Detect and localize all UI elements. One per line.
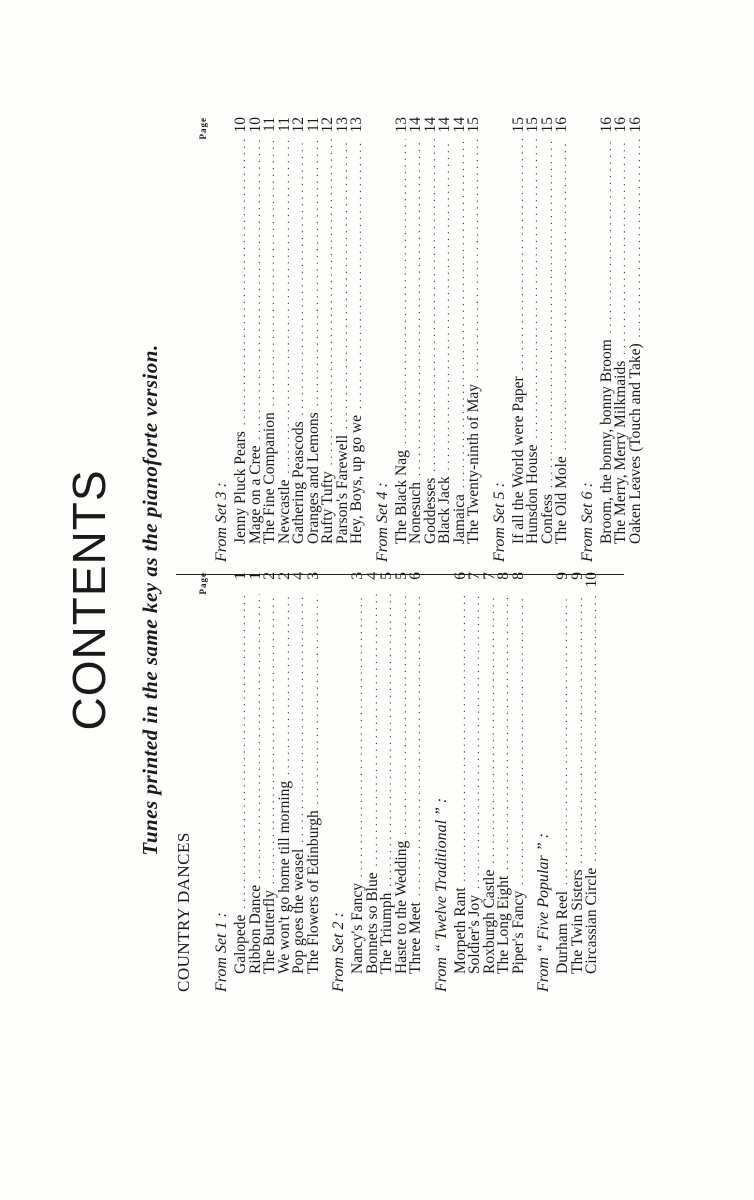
page-column-header: Page <box>198 117 208 140</box>
toc-entry-title: If all the World were Paper <box>509 376 527 544</box>
toc-entry-title: Circassian Circle <box>583 867 600 974</box>
dot-leader <box>396 139 411 444</box>
toc-entry-page: 13 <box>348 117 365 133</box>
dot-leader <box>410 594 425 896</box>
dot-leader <box>396 594 411 835</box>
page-column-header: Page <box>198 572 208 595</box>
toc-entry-title: Durham Reel <box>554 890 571 974</box>
toc-entry-page: 5 <box>392 572 410 580</box>
toc-entry-title: Broom, the bonny, bonny Broom <box>597 339 615 544</box>
toc-entry-page: 4 <box>290 572 307 580</box>
toc-entry-page: 15 <box>524 117 541 133</box>
dot-leader <box>557 594 572 885</box>
toc-entry-title: The Twin Sisters <box>568 869 586 974</box>
toc-entry-page: 2 <box>275 572 293 580</box>
toc-entry-page: 11 <box>304 117 322 132</box>
toc-entry-title: Oaken Leaves (Touch and Take) <box>626 343 644 544</box>
dot-leader <box>235 139 250 425</box>
dot-leader <box>484 594 499 864</box>
toc-entry-title: Bonnets so Blue <box>363 872 381 974</box>
dot-leader <box>322 139 337 465</box>
toc-entry-title: Nonesuch <box>407 482 424 544</box>
left-column <box>172 572 600 992</box>
toc-entry[interactable] <box>509 572 527 992</box>
toc-entry[interactable] <box>555 117 570 562</box>
toc-entry-title: The Old Mole <box>553 456 570 544</box>
dot-leader <box>527 139 542 439</box>
toc-entry-page: 2 <box>261 572 278 580</box>
toc-entry-title: Nancy's Fancy <box>349 882 366 974</box>
dot-leader <box>630 139 645 337</box>
dot-leader <box>235 594 250 909</box>
toc-entry-page: 9 <box>554 572 571 580</box>
toc-entry-page: 15 <box>509 117 527 133</box>
toc-entry-page: 16 <box>553 117 570 133</box>
set-label: From Set 6 : <box>578 482 596 562</box>
set-label: From Set 1 : <box>213 912 230 992</box>
dot-leader <box>513 594 528 885</box>
toc-entry-page: 8 <box>509 572 527 580</box>
toc-entry-title: The Long Eight <box>495 875 512 974</box>
dot-leader <box>279 594 294 775</box>
toc-entry-page: 5 <box>378 572 395 580</box>
left-groups <box>210 572 600 992</box>
toc-entry-title: Morpeth Rant <box>451 887 469 974</box>
toc-entry-title: Rufty Tufty <box>319 471 336 544</box>
dot-leader <box>293 139 308 415</box>
dot-leader <box>586 594 601 862</box>
dot-leader <box>293 594 308 843</box>
dot-leader <box>264 139 279 406</box>
toc-entry-page: 1 <box>246 572 264 580</box>
toc-entry-title: Confess <box>538 494 556 544</box>
toc-entry-page: 7 <box>466 572 483 580</box>
dot-leader <box>410 139 425 476</box>
toc-entry-title: Haste to the Wedding <box>392 840 410 974</box>
toc-entry[interactable] <box>585 572 600 992</box>
toc-entry-title: Newcastle <box>275 479 293 544</box>
page-title: CONTENTS <box>63 469 115 731</box>
toc-entry-page: 8 <box>495 572 512 580</box>
section-heading-spacer <box>172 117 196 562</box>
set-label: From “ Twelve Traditional ” : <box>432 797 450 992</box>
toc-entry-title: The Triumph <box>378 892 395 974</box>
toc-entry-page: 14 <box>436 117 453 133</box>
dot-leader <box>351 139 366 409</box>
right-column <box>172 117 643 562</box>
dot-leader <box>455 594 470 881</box>
toc-entry-title: The Butterfly <box>261 890 278 974</box>
toc-entry-title: Roxburgh Castle <box>480 869 498 974</box>
dot-leader <box>439 139 454 470</box>
toc-entry-page: 14 <box>421 117 439 133</box>
toc-entry-page: 10 <box>583 572 600 588</box>
toc-entry-page: 7 <box>480 572 498 580</box>
toc-entry-title: Jamaica <box>450 494 468 544</box>
toc-entry-title: Pop goes the weasel <box>290 848 307 974</box>
dot-leader <box>250 594 265 879</box>
toc-entry-title: Black Jack <box>436 476 453 544</box>
toc-entry-title: Parson's Farewell <box>333 434 351 544</box>
toc-entry-page: 16 <box>597 117 615 133</box>
toc-entry[interactable] <box>626 117 644 562</box>
toc-entry-page: 16 <box>626 117 644 133</box>
toc-entry-page: 14 <box>450 117 468 133</box>
set-label: From Set 4 : <box>373 482 391 562</box>
toc-entry-page: 14 <box>407 117 424 133</box>
dot-leader <box>425 139 440 472</box>
set-label: From Set 2 : <box>330 912 347 992</box>
toc-entry-page: 4 <box>363 572 381 580</box>
column-divider <box>176 574 624 575</box>
toc-entry-page: 16 <box>612 117 629 133</box>
toc-entry-title: Hey, Boys, up go we <box>348 414 365 544</box>
toc-entry-title: Hunsdon House <box>524 444 541 544</box>
dot-leader <box>352 594 367 877</box>
toc-entry-title: Gathering Peascods <box>290 421 307 544</box>
dot-leader <box>615 139 630 355</box>
toc-entry-title: Galopede <box>232 914 249 974</box>
toc-entry-page: 12 <box>319 117 336 133</box>
set-label: From Set 3 : <box>213 482 230 562</box>
toc-entry-title: Three Meet <box>407 902 424 974</box>
toc-entry-title: Soldier's Joy <box>466 894 483 974</box>
dot-leader <box>513 139 528 370</box>
toc-entry-title: Piper's Fancy <box>509 890 527 974</box>
page-subtitle: Tunes printed in the same key as the pianoforte version. <box>138 344 162 856</box>
toc-entry-title: Ribbon Dance <box>246 884 264 974</box>
toc-entry-title: The Twenty-ninth of May <box>465 383 482 544</box>
toc-entry[interactable] <box>467 117 482 562</box>
dot-leader <box>367 594 382 866</box>
toc-entry[interactable] <box>304 572 322 992</box>
toc-entry-title: The Black Nag <box>392 450 410 544</box>
toc-entry-page: 10 <box>232 117 249 133</box>
toc-entry-page: 13 <box>392 117 410 133</box>
toc-entry-title: The Flowers of Edinburgh <box>304 810 322 974</box>
toc-entry-page: 3 <box>304 572 322 580</box>
dot-leader <box>468 139 483 378</box>
toc-entry-title: Mage on a Cree <box>246 445 264 544</box>
toc-entry-title: We won't go home till morning <box>275 780 293 974</box>
toc-entry-title: Goddesses <box>421 477 439 544</box>
toc-entry-page: 15 <box>538 117 556 133</box>
toc-entry-title: The Merry, Merry Milkmaids <box>612 360 629 544</box>
right-groups <box>210 117 643 562</box>
dot-leader <box>337 139 352 429</box>
dot-leader <box>572 594 587 863</box>
set-label: From Set 5 : <box>490 482 508 562</box>
dot-leader <box>308 139 323 406</box>
toc-entry-title: Oranges and Lemons <box>304 412 322 544</box>
toc-entry-page: 11 <box>275 117 293 132</box>
dot-leader <box>250 139 265 439</box>
toc-entry-page: 10 <box>246 117 264 133</box>
dot-leader <box>498 594 513 870</box>
dot-leader <box>542 139 557 488</box>
toc-entry-page: 15 <box>465 117 482 133</box>
set-label: From “ Five Popular ” : <box>535 833 552 992</box>
toc-entry-page: 6 <box>451 572 469 580</box>
dot-leader <box>556 139 571 450</box>
toc-entry-page: 13 <box>333 117 351 133</box>
dot-leader <box>601 139 616 333</box>
toc-entry-page: 9 <box>568 572 586 580</box>
toc-entry[interactable] <box>409 572 424 992</box>
toc-entry-title: Jenny Pluck Pears <box>232 431 249 544</box>
dot-leader <box>308 594 323 804</box>
dot-leader <box>469 594 484 889</box>
toc-entry-page: 11 <box>261 117 278 132</box>
toc-entry-page: 3 <box>349 572 366 580</box>
section-heading: COUNTRY DANCES <box>174 832 193 992</box>
toc-entry-title: The Fine Companion <box>261 412 278 544</box>
toc-entry-page: 1 <box>232 572 249 580</box>
toc-entry[interactable] <box>350 117 365 562</box>
toc-entry-page: 6 <box>407 572 424 580</box>
toc-entry-page: 12 <box>290 117 307 133</box>
